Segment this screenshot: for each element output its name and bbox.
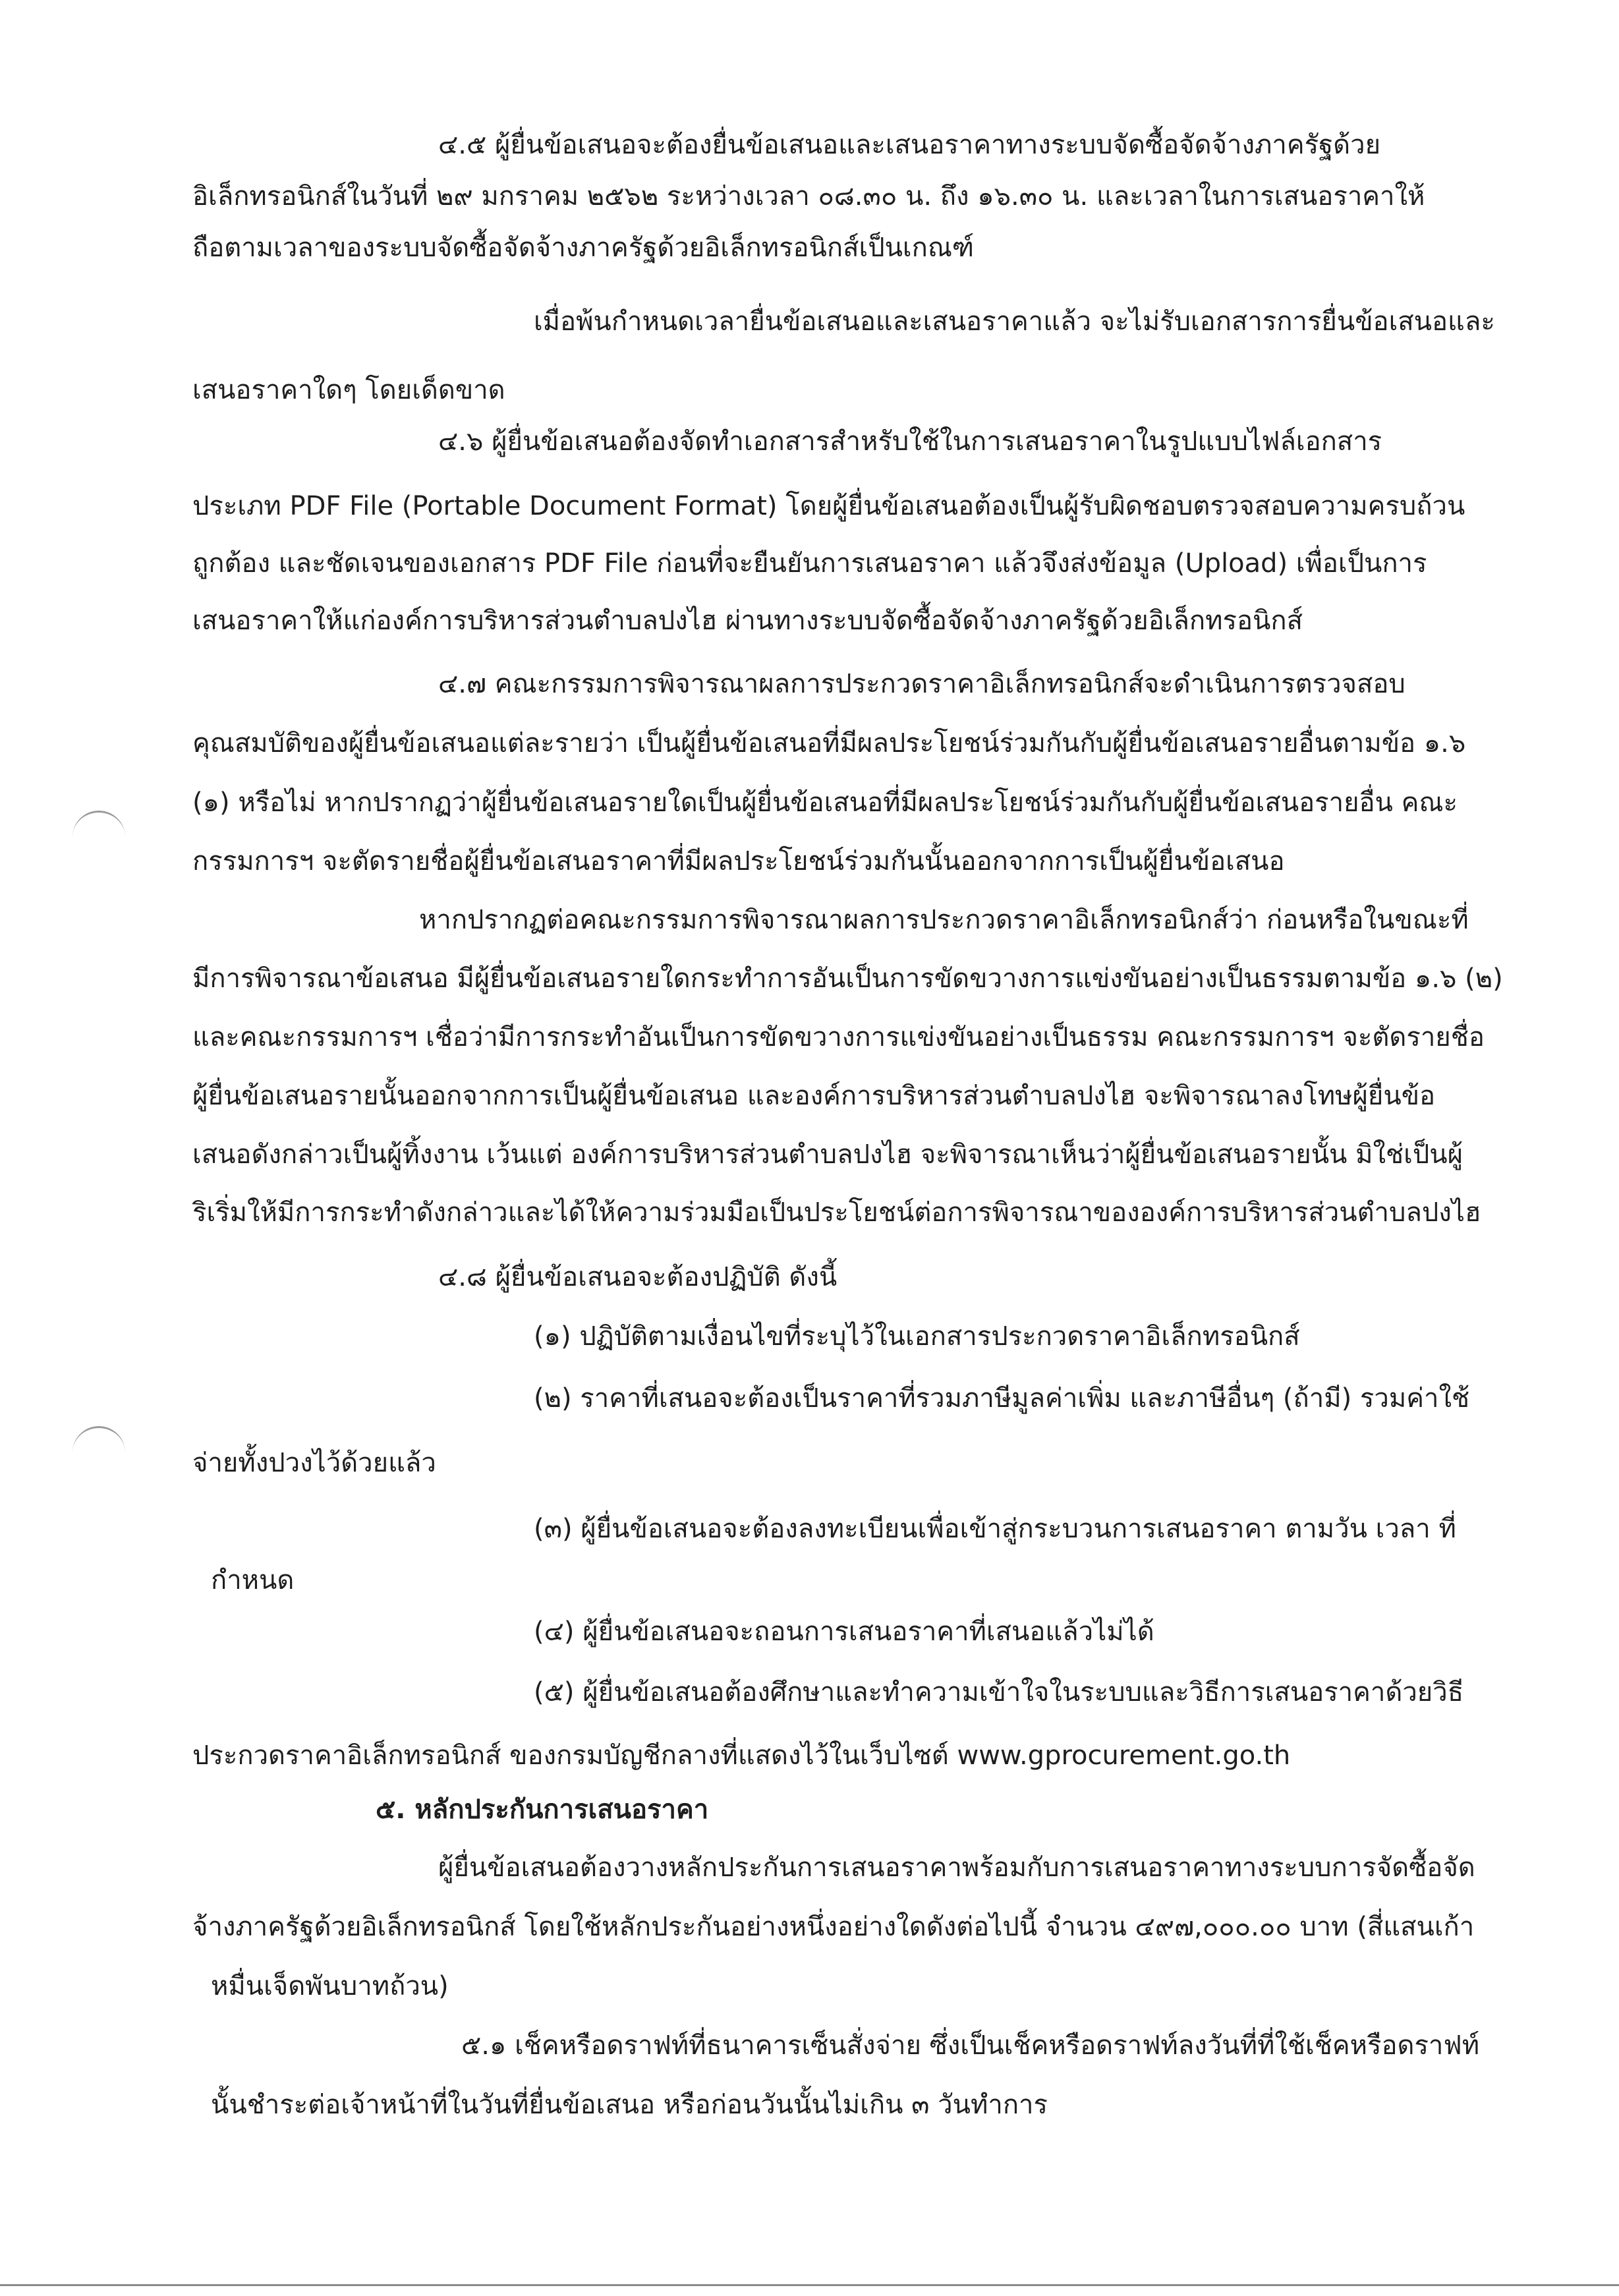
text-line-01: ๔.๕ ผู้ยื่นข้อเสนอจะต้องยื่นข้อเสนอและเสนอราคาทางระบบจัดซื้อจัดจ้างภาครัฐด้วย [438,130,1381,160]
text-line-32: หมื่นเจ็ดพันบาทถ้วน) [211,1971,449,2001]
text-line-28: ประกวดราคาอิเล็กทรอนิกส์ ของกรมบัญชีกลางที่แสดงไว้ในเว็บไซต์ www.gprocurement.go.th [192,1740,1291,1771]
text-line-09: เสนอราคาให้แก่องค์การบริหารส่วนตำบลปงไฮ ผ่านทางระบบจัดซื้อจัดจ้างภาครัฐด้วยอิเล็กทรอนิกส์ [192,606,1303,636]
page-bottom-edge [0,2284,1619,2286]
text-line-23: จ่ายทั้งปวงไว้ด้วยแล้ว [192,1448,436,1478]
text-line-18: เสนอดังกล่าวเป็นผู้ทิ้งงาน เว้นแต่ องค์การบริหารส่วนตำบลปงไฮ จะพิจารณาเห็นว่าผู้ยื่นข้อเสนอรายนั้น มิใช่เป็นผู้ [192,1139,1463,1170]
text-line-15: มีการพิจารณาข้อเสนอ มีผู้ยื่นข้อเสนอรายใดกระทำการอันเป็นการขัดขวางการแข่งขันอย่างเป็นธรรมตามข้อ ๑.๖ (๒) [192,963,1503,994]
text-line-27: (๕) ผู้ยื่นข้อเสนอต้องศึกษาและทำความเข้าใจในระบบและวิธีการเสนอราคาด้วยวิธี [534,1677,1464,1708]
text-line-31: จ้างภาครัฐด้วยอิเล็กทรอนิกส์ โดยใช้หลักประกันอย่างหนึ่งอย่างใดดังต่อไปนี้ จำนวน ๔๙๗,๐๐๐.๐๐ บาท (สี่แสนเก้า [192,1912,1475,1942]
text-line-08: ถูกต้อง และชัดเจนของเอกสาร PDF File ก่อนที่จะยืนยันการเสนอราคา แล้วจึงส่งข้อมูล (Upload) เพื่อเป็นการ [192,548,1427,579]
binder-hole-mark-top [72,811,125,839]
text-line-25: กำหนด [211,1565,295,1595]
text-line-34: นั้นชำระต่อเจ้าหน้าที่ในวันที่ยื่นข้อเสนอ หรือก่อนวันนั้นไม่เกิน ๓ วันทำการ [211,2090,1048,2120]
text-line-26: (๔) ผู้ยื่นข้อเสนอจะถอนการเสนอราคาที่เสนอแล้วไม่ได้ [534,1617,1154,1647]
text-line-30: ผู้ยื่นข้อเสนอต้องวางหลักประกันการเสนอราคาพร้อมกับการเสนอราคาทางระบบการจัดซื้อจัด [438,1852,1475,1883]
text-line-03: ถือตามเวลาของระบบจัดซื้อจัดจ้างภาครัฐด้วยอิเล็กทรอนิกส์เป็นเกณฑ์ [192,233,975,263]
text-line-11: คุณสมบัติของผู้ยื่นข้อเสนอแต่ละรายว่า เป็นผู้ยื่นข้อเสนอที่มีผลประโยชน์ร่วมกันกับผู้ยื่นข้อเสนอรายอื่นตามข้อ ๑.๖ [192,728,1466,759]
text-line-20: ๔.๘ ผู้ยื่นข้อเสนอจะต้องปฏิบัติ ดังนี้ [438,1262,838,1292]
text-line-10: ๔.๗ คณะกรรมการพิจารณาผลการประกวดราคาอิเล็กทรอนิกส์จะดำเนินการตรวจสอบ [438,669,1406,699]
binder-hole-mark-bottom [72,1426,125,1454]
text-line-05: เสนอราคาใดๆ โดยเด็ดขาด [192,375,505,405]
text-line-06: ๔.๖ ผู้ยื่นข้อเสนอต้องจัดทำเอกสารสำหรับใช้ในการเสนอราคาในรูปแบบไฟล์เอกสาร [438,426,1382,457]
text-line-14: หากปรากฏต่อคณะกรรมการพิจารณาผลการประกวดราคาอิเล็กทรอนิกส์ว่า ก่อนหรือในขณะที่ [419,905,1469,935]
text-line-21: (๑) ปฏิบัติตามเงื่อนไขที่ระบุไว้ในเอกสารประกวดราคาอิเล็กทรอนิกส์ [534,1321,1300,1352]
text-line-16: และคณะกรรมการฯ เชื่อว่ามีการกระทำอันเป็นการขัดขวางการแข่งขันอย่างเป็นธรรม คณะกรรมการฯ จะตัดรายชื่อ [192,1022,1485,1052]
text-line-22: (๒) ราคาที่เสนอจะต้องเป็นราคาที่รวมภาษีมูลค่าเพิ่ม และภาษีอื่นๆ (ถ้ามี) รวมค่าใช้ [534,1383,1470,1414]
text-line-19: ริเริ่มให้มีการกระทำดังกล่าวและได้ให้ความร่วมมือเป็นประโยชน์ต่อการพิจารณาขององค์การบริหารส่วนตำบลปงไฮ [192,1197,1481,1228]
text-line-13: กรรมการฯ จะตัดรายชื่อผู้ยื่นข้อเสนอราคาที่มีผลประโยชน์ร่วมกันนั้นออกจากการเป็นผู้ยื่นข้อเสนอ [192,846,1285,876]
text-line-24: (๓) ผู้ยื่นข้อเสนอจะต้องลงทะเบียนเพื่อเข้าสู่กระบวนการเสนอราคา ตามวัน เวลา ที่ [534,1514,1456,1544]
text-line-02: อิเล็กทรอนิกส์ในวันที่ ๒๙ มกราคม ๒๕๖๒ ระหว่างเวลา ๐๘.๓๐ น. ถึง ๑๖.๓๐ น. และเวลาในการเสนอราคาให้ [192,181,1425,212]
text-line-17: ผู้ยื่นข้อเสนอรายนั้นออกจากการเป็นผู้ยื่นข้อเสนอ และองค์การบริหารส่วนตำบลปงไฮ จะพิจารณาลงโทษผู้ยื่นข้อ [192,1081,1436,1111]
text-line-04: เมื่อพ้นกำหนดเวลายื่นข้อเสนอและเสนอราคาแล้ว จะไม่รับเอกสารการยื่นข้อเสนอและ [534,306,1495,337]
text-line-33: ๕.๑ เช็คหรือดราฟท์ที่ธนาคารเซ็นสั่งจ่าย ซึ่งเป็นเช็คหรือดราฟท์ลงวันที่ที่ใช้เช็คหรือดราฟท์ [461,2030,1480,2061]
text-line-12: (๑) หรือไม่ หากปรากฏว่าผู้ยื่นข้อเสนอรายใดเป็นผู้ยื่นข้อเสนอที่มีผลประโยชน์ร่วมกันกับผู้ยื่นข้อเสนอรายอื่น คณะ [192,788,1458,818]
text-line-07: ประเภท PDF File (Portable Document Format) โดยผู้ยื่นข้อเสนอต้องเป็นผู้รับผิดชอบตรวจสอบความครบถ้วน [192,491,1465,521]
section-heading: ๕. หลักประกันการเสนอราคา [376,1794,709,1825]
